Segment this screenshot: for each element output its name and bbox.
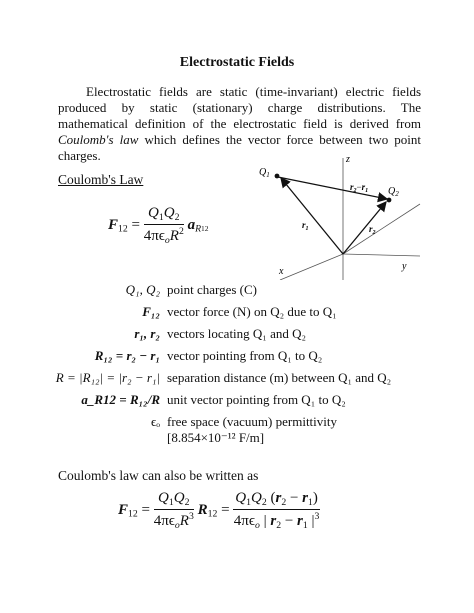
definition-row [0, 326, 474, 348]
r2-label: $r_2$ [369, 224, 376, 236]
definition-symbol: R₁₂ = r₂ − r₁ [94, 348, 160, 363]
r2-vector [343, 202, 386, 254]
alt-form-text: Coulomb's law can also be written as [58, 468, 259, 483]
coulomb-equation: $F_{12}$ = $\frac{Q_1Q_2}{4\pi\epsilon_oR^2}$ $a_{R12}$ [108, 205, 209, 246]
definition-row [0, 392, 474, 414]
definition-symbol: Q₁, Q₂ [125, 282, 160, 297]
definition-symbol: F₁₂ [142, 304, 160, 319]
definition-description: point charges (C) [167, 282, 258, 297]
definition-symbol: ϵₒ [150, 414, 160, 429]
definition-description: free space (vacuum) permittivity [167, 414, 338, 429]
definition-row [0, 414, 474, 450]
section-heading: Coulomb's Law [58, 172, 144, 187]
q1-point [275, 174, 280, 179]
definition-row [0, 348, 474, 370]
r21-label: $r_2-r_1$ [350, 182, 369, 194]
definition-row [0, 304, 474, 326]
q2-point [387, 198, 392, 203]
r1-vector [281, 178, 343, 254]
definition-description: separation distance (m) between Q₁ and Q₂ [167, 370, 392, 385]
definition-symbol: r₁, r₂ [134, 326, 160, 341]
r12-vector [278, 177, 387, 199]
definition-row [0, 282, 474, 304]
definition-description-2: [8.854×10⁻¹² F/m] [167, 430, 265, 445]
intro-text-2: which defines the vector force between two point charges. [58, 132, 422, 163]
definition-symbol: R = |R₁₂| = |r₂ − r₁| [55, 370, 160, 385]
intro-coulombs-law: Coulomb's law [58, 132, 139, 147]
z-axis-label: z [346, 154, 350, 165]
definition-description: vector force (N) on Q₂ due to Q₁ [167, 304, 337, 319]
definition-description: vectors locating Q₁ and Q₂ [167, 326, 307, 341]
definition-description: unit vector pointing from Q₁ to Q₂ [167, 392, 346, 407]
x-axis-label: x [279, 266, 284, 277]
coulomb-equation-alt: $F_{12}$ = $\frac{Q_1Q_2}{4\pi\epsilon_oR^3}$ $R_{12}$ = $\frac{Q_1Q_2 (r_2 - r_1)}{4\pi\epsilon_o | r_2 - r_1 |^3}$ [118, 490, 320, 531]
intro-text-1: Electrostatic fields are static (time-invariant) electric fields produced by static (stationary) charge distributions. The mathematical definition of the electrostatic field is derived from [58, 84, 421, 131]
definition-description: vector pointing from Q₁ to Q₂ [167, 348, 323, 363]
y-axis-neg [343, 254, 420, 256]
vector-diagram [255, 150, 430, 280]
q2-label: $Q_2$ [388, 186, 399, 198]
y-axis-label: y [402, 261, 407, 272]
q1-label: $Q_1$ [259, 167, 270, 179]
page-title: Electrostatic Fields [179, 55, 295, 70]
definition-symbol: a_R12 = R₁₂/R [81, 392, 160, 407]
y-axis [343, 204, 420, 254]
x-axis [280, 254, 343, 280]
r1-label: $r_1$ [302, 220, 309, 232]
definition-row [0, 370, 474, 392]
